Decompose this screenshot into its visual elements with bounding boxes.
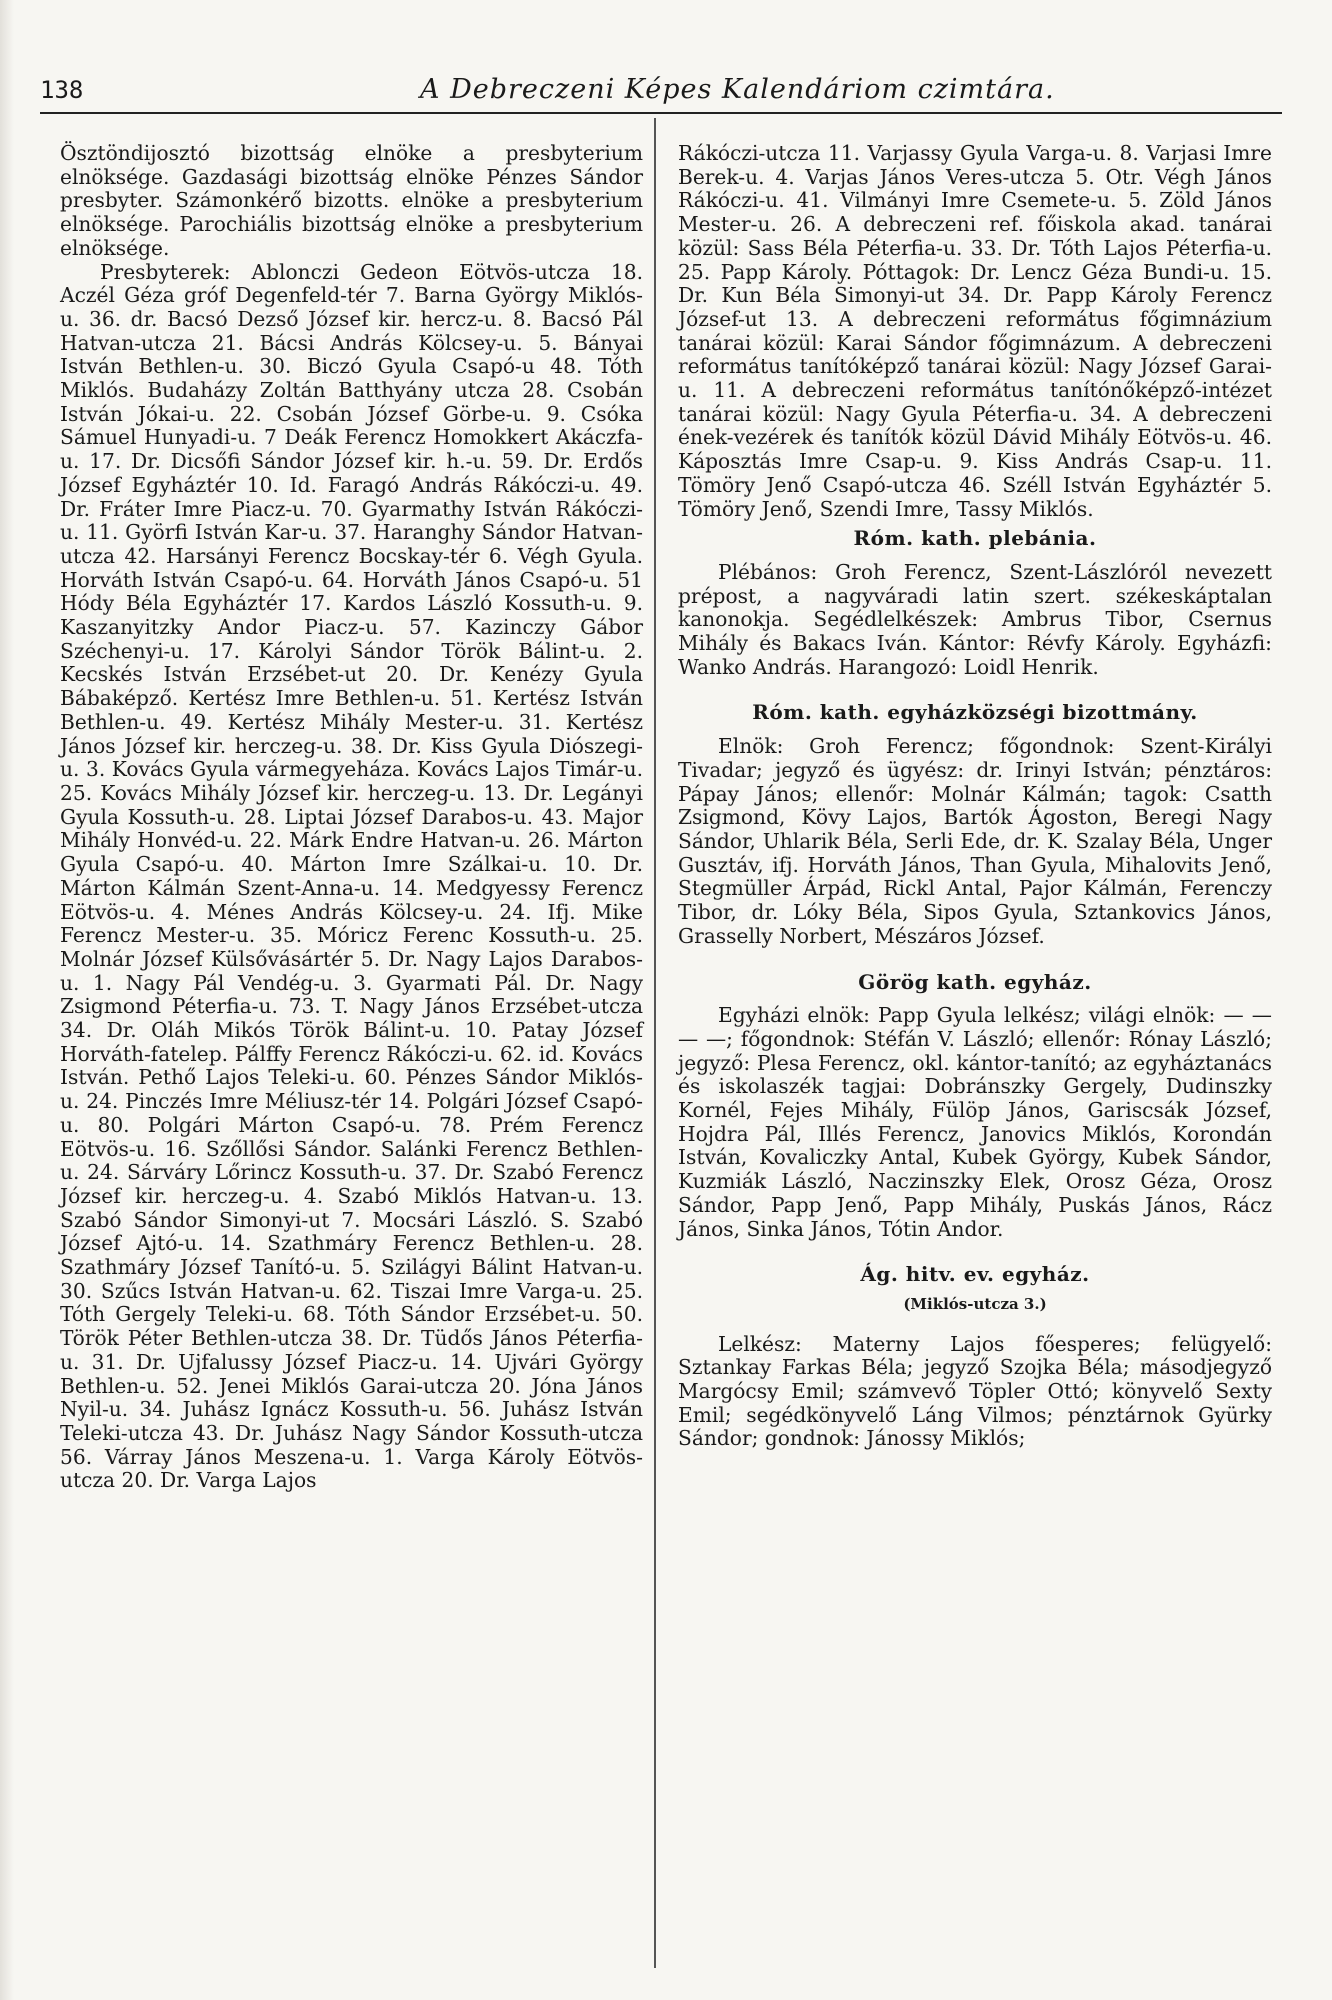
scan-edge-shadow — [0, 0, 14, 2000]
section-text-gorog-kath: Egyházi elnök: Papp Gyula lelkész; világi elnök: — — — —; főgondnok: Stéfán V. László; ellenőr: Rónay László; jegyző: Plesa Ferencz, okl. kántor-tanító; az egyháztanács és iskolaszék tagjai: Dobránszky Gergely, Dudinszky Kornél, Fejes Mihály, Fülöp János, Gariscsák József, Hojdra Pál, Illés Ferencz, Janovics Miklós, Korondán István, Kovaliczky Antal, Kubek György, Kubek Sándor, Kuzmiák László, Naczinszky Elek, Orosz Géza, Orosz Sándor, Papp Jenő, Papp Mihály, Puskás János, Rácz János, Sinka János, Tótin Andor. — [678, 1003, 1272, 1241]
section-title-rom-kath-bizottmany: Róm. kath. egyházközségi bizottmány. — [752, 700, 1198, 725]
section-text-rom-kath-plebania: Plébános: Groh Ferencz, Szent-Lászlóról nevezett prépost, a nagyváradi latin szert. székeskáptalan kanonokja. Segédlelkészek: Ambrus Tibor, Csernus Mihály és Bakacs Iván. Kántor: Révfy Károly. Egyházfi: Wanko András. Harangozó: Loidl Henrik. — [678, 559, 1272, 679]
section-title-rom-kath-plebania: Róm. kath. plebánia. — [853, 526, 1097, 551]
page-number: 138 — [40, 76, 84, 104]
presbyter-list: Presbyterek: Ablonczi Gedeon Eötvös-utcza 18. Aczél Géza gróf Degenfeld-tér 7. Barna György Miklós-u. 36. dr. Bacsó Dezső József kir. hercz-u. 8. Bacsó Pál Hatvan-utcza 21. Bácsi András Kölcsey-u. 5. Bányai István Bethlen-u. 30. Biczó Gyula Csapó-u 48. Tóth Miklós. Budaházy Zoltán Batthyány utcza 28. Csobán István Jókai-u. 22. Csobán József Görbe-u. 9. Csóka Sámuel Hunyadi-u. 7 Deák Ferencz Homokkert Akáczfa-u. 17. Dr. Dicsőfi Sándor József kir. h.-u. 59. Dr. Erdős József Egyháztér 10. Id. Faragó András Rákóczi-u. 49. Dr. Fráter Imre Piacz-u. 70. Gyarmathy István Rákóczi-u. 11. Györfi István Kar-u. 37. Haranghy Sándor Hatvan-utcza 42. Harsányi Ferencz Bocskay-tér 6. Végh Gyula. Horváth István Csapó-u. 64. Horváth János Csapó-u. 51 Hódy Béla Egyháztér 17. Kardos László Kossuth-u. 9. Kaszanyitzky Andor Piacz-u. 57. Kazinczy Gábor Széchenyi-u. 17. Károlyi Sándor Török Bálint-u. 2. Kecskés István Erzsébet-ut 20. Dr. Kenézy Gyula Bábaképző. Kertész Imre Bethlen-u. 51. Kertész István Bethlen-u. 49. Kertész Mihály Mester-u. 31. Kertész János József kir. herczeg-u. 38. Dr. Kiss Gyula Diószegi-u. 3. Kovács Gyula vármegyeháza. Kovács Lajos Timár-u. 25. Kovács Mihály József kir. herczeg-u. 13. Dr. Legányi Gyula Kossuth-u. 28. Liptai József Darabos-u. 43. Major Mihály Honvéd-u. 22. Márk Endre Hatvan-u. 26. Márton Gyula Csapó-u. 40. Márton Imre Szálkai-u. 10. Dr. Márton Kálmán Szent-Anna-u. 14. Medgyessy Ferencz Eötvös-u. 4. Ménes András Kölcsey-u. 24. Ifj. Mike Ferencz Mester-u. 35. Móricz Ferenc Kossuth-u. 25. Molnár József Külsővásártér 5. Dr. Nagy Lajos Darabos-u. 1. Nagy Pál Vendég-u. 3. Gyarmati Pál. Dr. Nagy Zsigmond Péterfia-u. 73. T. Nagy János Erzsébet-utcza 34. Dr. Oláh Mikós Török Bálint-u. 10. Patay József Horváth-fatelep. Pálffy Ferencz Rákóczi-u. 62. id. Kovács István. Pethő Lajos Teleki-u. 60. Pénzes Sándor Miklós-u. 24. Pinczés Imre Méliusz-tér 14. Polgári József Csapó-u. 80. Polgári Márton Csapó-u. 78. Prém Ferencz Eötvös-u. 16. Szőllősi Sándor. Salánki Ferencz Bethlen-u. 24. Sárváry Lőrincz Kossuth-u. 37. Dr. Szabó Ferencz József kir. herczeg-u. 4. Szabó Miklós Hatvan-u. 13. Szabó Sándor Simonyi-ut 7. Mocsári László. S. Szabó József Ajtó-u. 14. Szathmáry Ferencz Bethlen-u. 28. Szathmáry József Tanító-u. 5. Szilágyi Bálint Hatvan-u. 30. Szűcs István Hatvan-u. 62. Tiszai Imre Varga-u. 25. Tóth Gergely Teleki-u. 68. Tóth Sándor Erzsébet-u. 50. Török Péter Bethlen-utcza 38. Dr. Tüdős János Péterfia-u. 31. Dr. Ujfalussy József Piacz-u. 14. Ujvári György Bethlen-u. 52. Jenei Miklós Garai-utcza 20. Jóna János Nyil-u. 34. Juhász Ignácz Kossuth-u. 56. Juhász István Teleki-utcza 43. Dr. Juhász Nagy Sándor Kossuth-utcza 56. Várray János Meszena-u. 1. Varga Károly Eötvös-utcza 20. Dr. Varga Lajos — [60, 259, 643, 1493]
right-column — [678, 142, 1272, 1451]
running-title: A Debreczeni Képes Kalendáriom czimtára. — [420, 74, 1055, 105]
committee-intro: Ösztöndijosztó bizottság elnöke a presbyterium elnöksége. Gazdasági bizottság elnöke Pénzes Sándor presbyter. Számonkérő bizotts. elnöke a presbyterium elnöksége. Parochiális bizottság elnöke a presbyterium elnöksége. — [60, 141, 643, 260]
section-text-ag-hitv-ev: Lelkész: Materny Lajos főesperes; felügyelő: Sztankay Farkas Béla; jegyző Szojka Béla; másodjegyző Margócsy Emil; számvevő Töpler Ottó; könyvelő Sexty Emil; segédkönyvelő Láng Vilmos; pénztárnok Gyürky Sándor; gondnok: Jánossy Miklós; — [678, 1331, 1272, 1451]
section-title-ag-hitv-ev: Ág. hitv. ev. egyház. — [860, 1262, 1090, 1287]
page-header — [40, 72, 1282, 114]
section-title-gorog-kath: Görög kath. egyház. — [858, 969, 1092, 994]
section-note-address: (Miklós-utcza 3.) — [903, 1294, 1047, 1313]
left-column — [60, 142, 643, 1493]
section-text-rom-kath-bizottmany: Elnök: Groh Ferencz; főgondnok: Szent-Királyi Tivadar; jegyző és ügyész: dr. Irinyi István; pénztáros: Pápay János; ellenőr: Molnár Kálmán; tagok: Csatth Zsigmond, Kövy Lajos, Bartók Ágoston, Beregi Nagy Sándor, Uhlarik Béla, Serli Ede, dr. K. Szalay Béla, Unger Gusztáv, ifj. Horváth János, Than Gyula, Mihalovits Jenő, Stegmüller Árpád, Rickl Antal, Pajor Kálmán, Ferenczy Tibor, dr. Lóky Béla, Sipos Gyula, Sztankovics János, Grasselly Norbert, Mészáros József. — [678, 734, 1272, 948]
column-divider — [654, 118, 656, 1968]
presbyter-list-continuation: Rákóczi-utcza 11. Varjassy Gyula Varga-u. 8. Varjasi Imre Berek-u. 4. Varjas János Veres-utcza 5. Otr. Végh János Rákóczi-u. 41. Vilmányi Imre Csemete-u. 5. Zöld János Mester-u. 26. A debreczeni ref. főiskola akad. tanárai közül: Sass Béla Péterfia-u. 33. Dr. Tóth Lajos Péterfia-u. 25. Papp Károly. Póttagok: Dr. Lencz Géza Bundi-u. 15. Dr. Kun Béla Simonyi-ut 34. Dr. Papp Károly Ferencz József-ut 13. A debreczeni református főgimnázium tanárai közül: Karai Sándor főgimnázum. A debreczeni református tanítóképző tanárai közül: Nagy József Garai-u. 11. A debreczeni református tanítónőképző-intézet tanárai közül: Nagy Gyula Péterfia-u. 34. A debreczeni ének-vezérek és tanítók közül Dávid Mihály Eötvös-u. 46. Káposztás Imre Csap-u. 9. Kiss András Csap-u. 11. Tömöry Jenő Csapó-utcza 46. Széll István Egyháztér 5. Tömöry Jenő, Szendi Imre, Tassy Miklós. — [678, 141, 1272, 521]
